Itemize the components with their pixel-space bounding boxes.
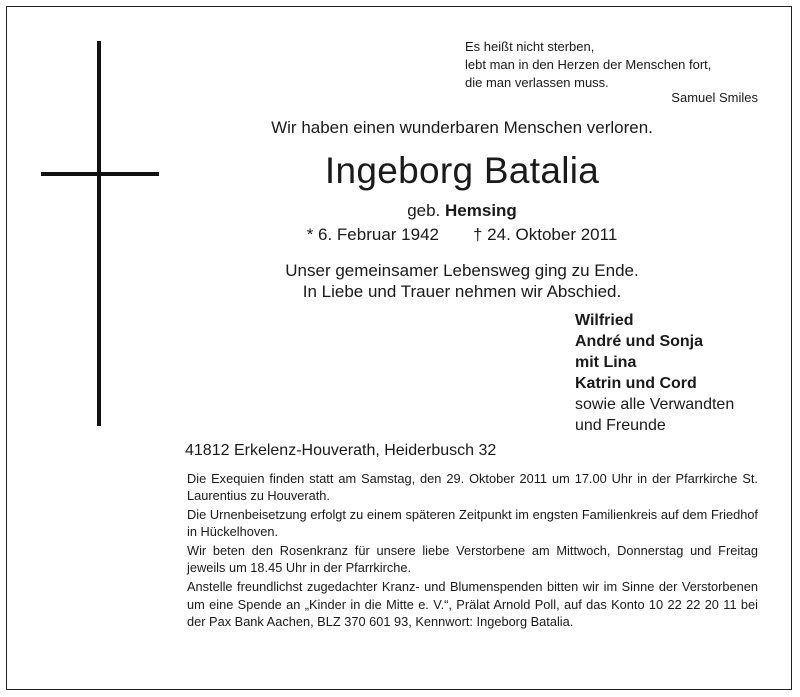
life-dates bbox=[0, 225, 800, 245]
notice-paragraph: Die Exequien finden statt am Samstag, den 29. Oktober 2011 um 17.00 Uhr in der Pfarrkirche St. Laurentius zu Houverath. bbox=[187, 471, 758, 504]
intro-line: Wir haben einen wunderbaren Menschen verloren. bbox=[271, 118, 653, 137]
mourner-name: Wilfried bbox=[575, 312, 634, 329]
mourner-name: mit Lina bbox=[575, 354, 637, 371]
birth-name-line bbox=[0, 201, 800, 221]
birth-date: * 6. Februar 1942 bbox=[306, 225, 439, 244]
death-date: † 24. Oktober 2011 bbox=[473, 225, 618, 244]
mourner-name: André und Sonja bbox=[575, 333, 703, 350]
quote-line: die man verlassen muss. bbox=[465, 75, 609, 90]
farewell-line: In Liebe und Trauer nehmen wir Abschied. bbox=[302, 282, 622, 301]
relatives-line: und Freunde bbox=[575, 417, 666, 434]
family-address: 41812 Erkelenz-Houverath, Heiderbusch 32 bbox=[185, 442, 497, 459]
quote-line: Es heißt nicht sterben, bbox=[465, 39, 595, 54]
deceased-name: Ingeborg Batalia bbox=[324, 150, 600, 191]
mourners-list bbox=[575, 310, 734, 436]
farewell-line: Unser gemeinsamer Lebensweg ging zu Ende. bbox=[285, 261, 639, 280]
quote-line: lebt man in den Herzen der Menschen fort, bbox=[465, 57, 712, 72]
notice-paragraph: Anstelle freundlichst zugedachter Kranz- und Blumenspenden bitten wir im Sinne der Verstorbenen um eine Spende an „Kinder in die Mitte e. V.“, Prälat Arnold Poll, auf das Konto 10 22 22 20 11 bei der Pax Bank Aachen, BLZ 370 601 93, Kennwort: Ingeborg Batalia. bbox=[187, 579, 758, 629]
farewell-text bbox=[0, 260, 800, 302]
birth-name: Hemsing bbox=[445, 201, 517, 220]
notice-paragraph: Die Urnenbeisetzung erfolgt zu einem späteren Zeitpunkt im engsten Familienkreis auf dem Friedhof in Hückelhoven. bbox=[187, 507, 758, 540]
epigraph-quote bbox=[465, 38, 711, 92]
relatives-line: sowie alle Verwandten bbox=[575, 396, 735, 413]
birth-name-prefix: geb. bbox=[407, 201, 441, 220]
notice-paragraph: Wir beten den Rosenkranz für unsere liebe Verstorbene am Mittwoch, Donnerstag und Freitag jeweils um 18.45 Uhr in der Pfarrkirche. bbox=[187, 543, 758, 576]
service-notices bbox=[187, 470, 758, 632]
mourner-name: Katrin und Cord bbox=[575, 375, 697, 392]
quote-author: Samuel Smiles bbox=[671, 90, 758, 105]
